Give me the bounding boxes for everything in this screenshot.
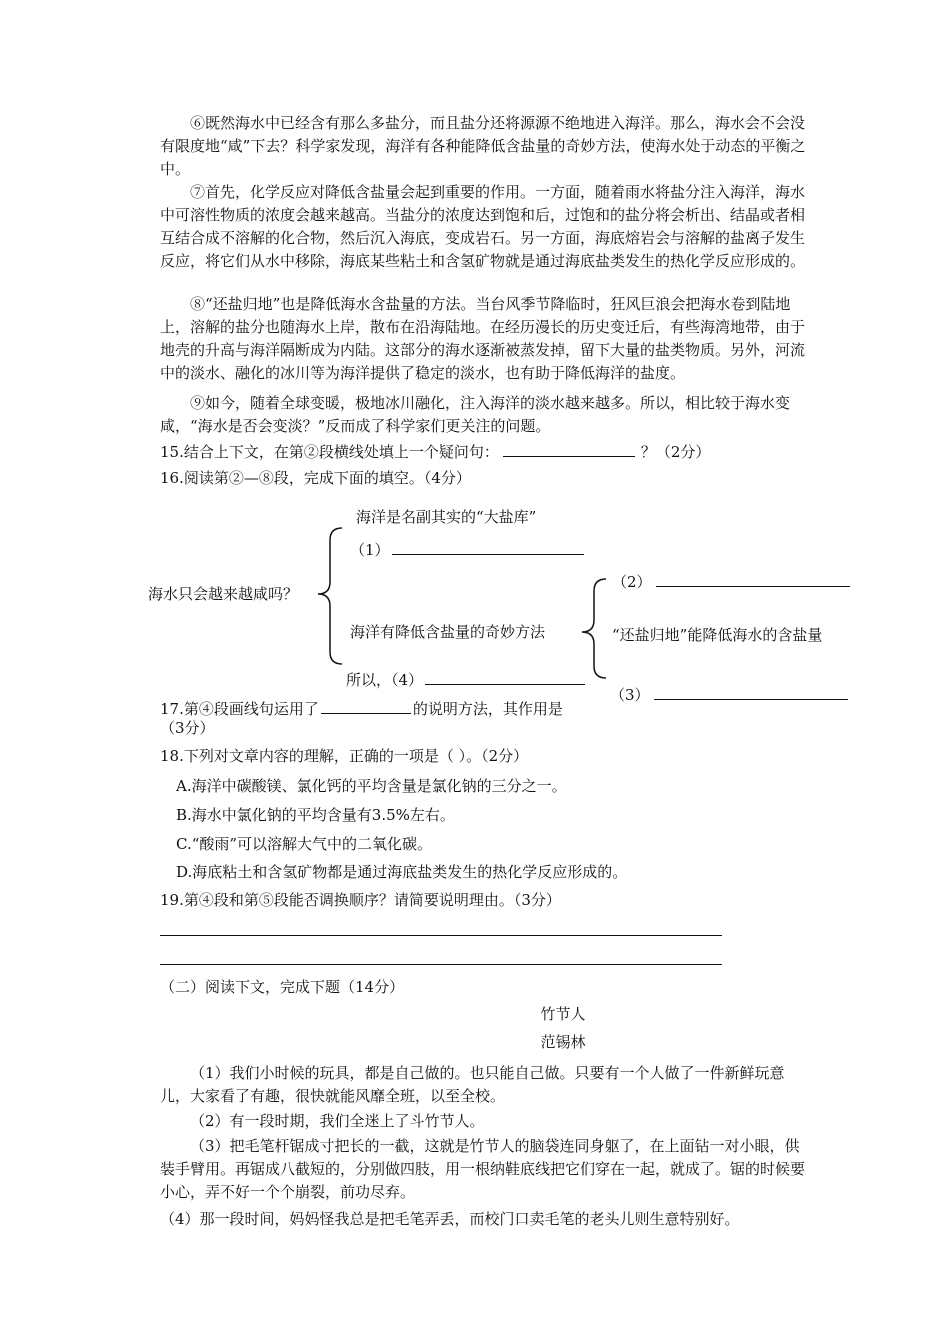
diagram-blank-4: 所以，（4） (346, 668, 585, 691)
diagram-blank-2: （2） (612, 570, 850, 593)
diagram-sub-brace (582, 579, 606, 678)
question-19: 19.第④段和第⑤段能否调换顺序？请简要说明理由。（3分） (160, 891, 561, 909)
question-15-text: 15.结合上下文，在第②段横线处填上一个疑问句： (160, 443, 499, 461)
diagram-blank-2-line[interactable] (656, 570, 850, 587)
question-15-score: ？（2分） (640, 443, 711, 461)
section-2-heading: （二）阅读下文，完成下题（14分） (160, 978, 405, 996)
diagram-sub-text: “还盐归地”能降低海水的含盐量 (612, 626, 823, 644)
question-17-score: （3分） (160, 719, 215, 737)
article-paragraph-3: （3）把毛笔杆锯成寸把长的一截，这就是竹节人的脑袋连同身躯了，在上面钻一对小眼，供装手臂用。再锯成八截短的，分别做四肢，用一根纳鞋底线把它们穿在一起，就成了。锯的时候要小心，弄不好一个个崩裂，前功尽弃。 (160, 1137, 806, 1201)
question-19-answer-line-2[interactable] (160, 964, 722, 965)
diagram-branch-2: 海洋有降低含盐量的奇妙方法 (350, 623, 546, 641)
diagram-blank-3: （3） (610, 683, 848, 706)
question-17-method-blank[interactable] (321, 697, 411, 714)
article-paragraph-1: （1）我们小时候的玩具，都是自己做的。也只能自己做。只要有一个人做了一件新鲜玩意儿，大家看了有趣，很快就能风靡全班，以至全校。 (160, 1064, 785, 1105)
question-16: 16.阅读第②—⑧段，完成下面的填空。（4分） (160, 469, 471, 487)
question-18-option-c[interactable]: C.“酸雨”可以溶解大气中的二氧化碳。 (176, 835, 433, 853)
diagram-branch-1: 海洋是名副其实的“大盐库” (356, 508, 537, 526)
article-title: 竹节人 (540, 1005, 586, 1023)
diagram-blank-1: （1） (350, 538, 584, 561)
diagram-blank-4-line[interactable] (425, 668, 585, 685)
article-paragraph-4: （4）那一段时间，妈妈怪我总是把毛笔弄丢，而校门口卖毛笔的老头儿则生意特别好。 (160, 1210, 740, 1228)
question-18-option-b[interactable]: B.海水中氯化钠的平均含量有3.5%左右。 (176, 806, 455, 824)
diagram-blank-3-line[interactable] (654, 683, 848, 700)
question-18-option-d[interactable]: D.海底粘土和含氢矿物都是通过海底盐类发生的热化学反应形成的。 (176, 863, 628, 881)
diagram-blank-1-line[interactable] (392, 538, 584, 555)
question-18: 18.下列对文章内容的理解，正确的一项是（ ）。（2分） (160, 747, 529, 765)
question-18-option-a[interactable]: A.海洋中碳酸镁、氯化钙的平均含量是氯化钠的三分之一。 (176, 777, 567, 795)
article-author: 范锡林 (540, 1033, 586, 1051)
paragraph-6: ⑥既然海水中已经含有那么多盐分，而且盐分还将源源不绝地进入海洋。那么，海水会不会没有限度地“咸”下去？科学家发现，海洋有各种能降低含盐量的奇妙方法，使海水处于动态的平衡之中。 (160, 114, 806, 178)
paragraph-7: ⑦首先，化学反应对降低含盐量会起到重要的作用。一方面，随着雨水将盐分注入海洋，海水中可溶性物质的浓度会越来越高。当盐分的浓度达到饱和后，过饱和的盐分将会析出、结晶或者相互结合成不溶解的化合物，然后沉入海底，变成岩石。另一方面，海底熔岩会与溶解的盐离子发生反应，将它们从水中移除，海底某些粘土和含氢矿物就是通过海底盐类发生的热化学反应形成的。 (160, 183, 806, 270)
question-19-answer-line-1[interactable] (160, 935, 722, 936)
article-paragraph-2: （2）有一段时期，我们全迷上了斗竹节人。 (190, 1112, 485, 1130)
diagram-main-brace (318, 528, 342, 664)
paragraph-8: ⑧“还盐归地”也是降低海水含盐量的方法。当台风季节降临时，狂风巨浪会把海水卷到陆地上，溶解的盐分也随海水上岸，散布在沿海陆地。在经历漫长的历史变迁后，有些海湾地带，由于地壳的升高与海洋隔断成为内陆。这部分的海水逐渐被蒸发掉，留下大量的盐类物质。另外，河流中的淡水、融化的冰川等为海洋提供了稳定的淡水，也有助于降低海洋的盐度。 (160, 295, 806, 382)
paragraph-9: ⑨如今，随着全球变暖，极地冰川融化，注入海洋的淡水越来越多。所以，相比较于海水变咸，“海水是否会变淡？”反而成了科学家们更关注的问题。 (160, 394, 791, 435)
question-17: 17.第④段画线句运用了 的说明方法，其作用是 (160, 697, 588, 720)
diagram-root: 海水只会越来越咸吗？ (148, 585, 299, 603)
